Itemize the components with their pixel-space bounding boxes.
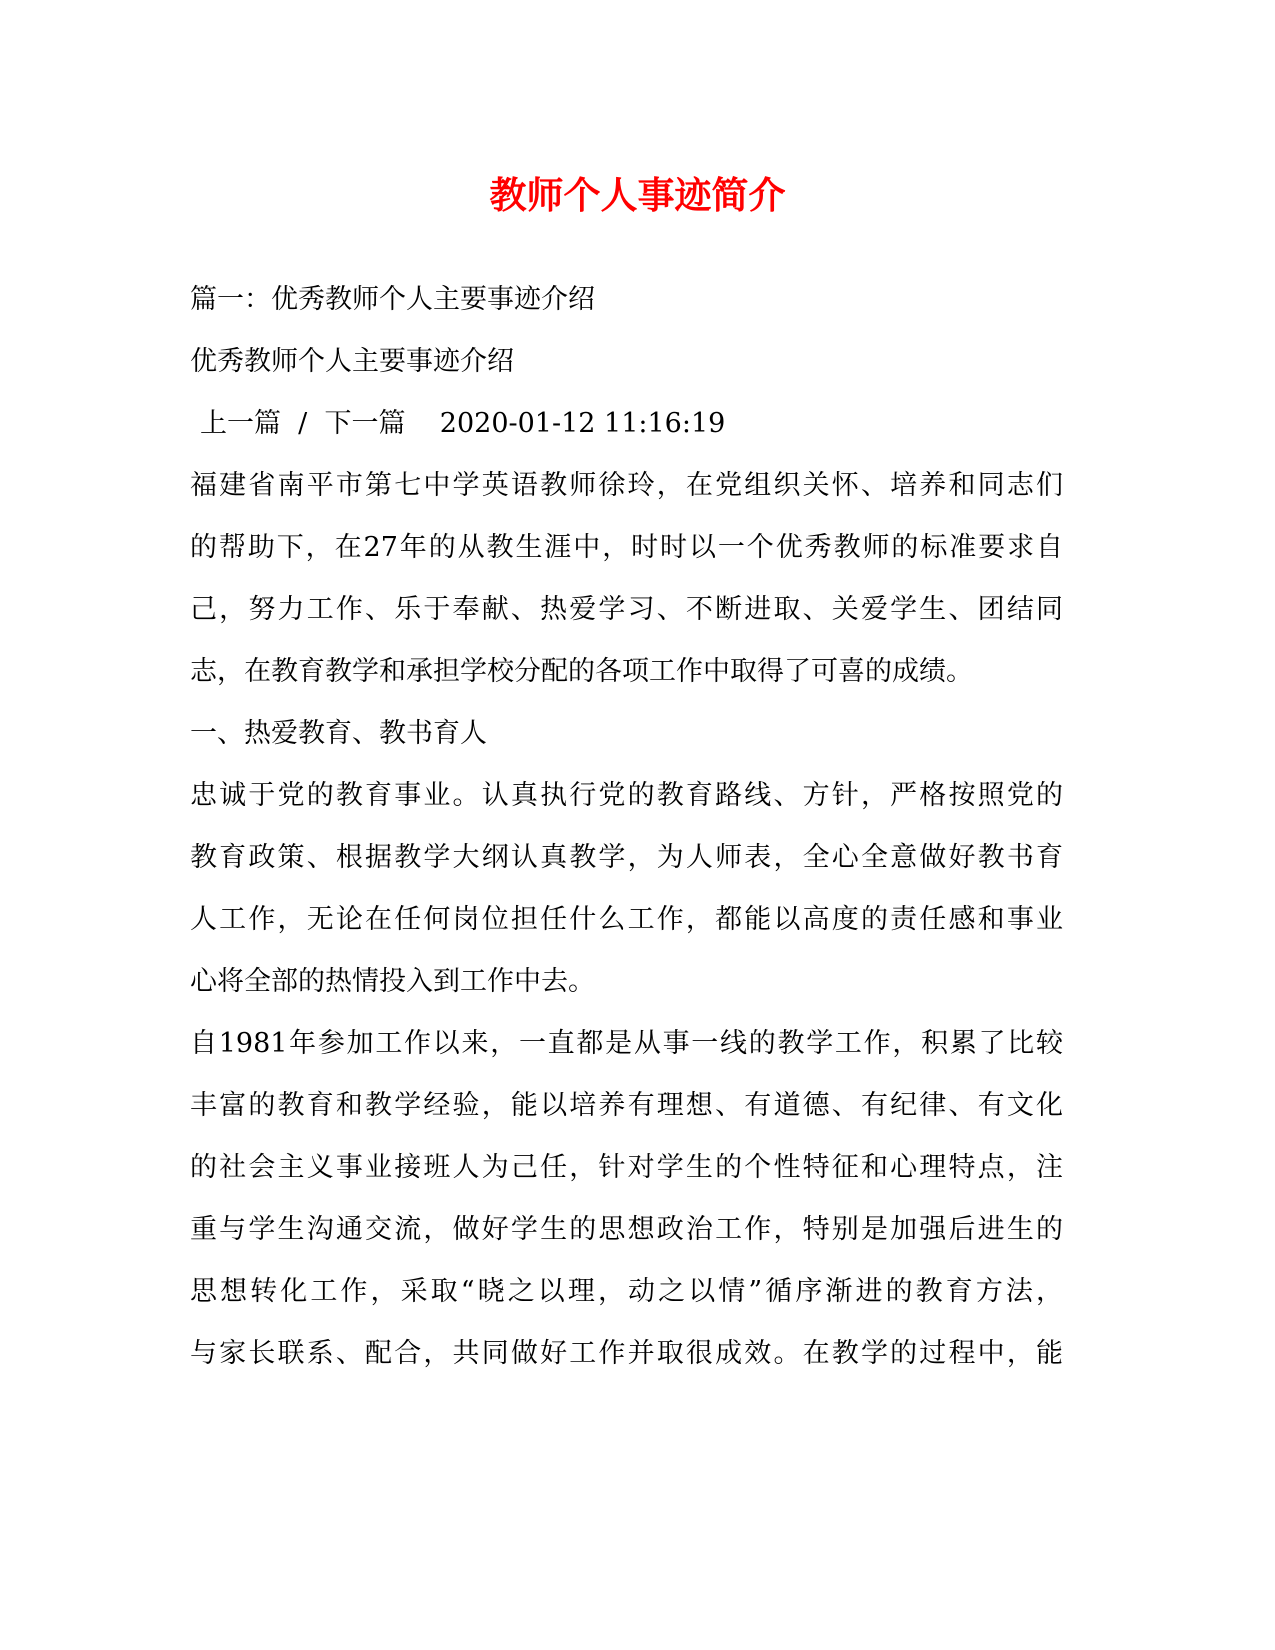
paragraph-line: 人工作，无论在任何岗位担任什么工作，都能以高度的责任感和事业 xyxy=(190,904,1063,935)
paragraph-line: 思想转化工作，采取“晓之以理，动之以情”循序渐进的教育方法， xyxy=(190,1276,1063,1307)
prev-article-link[interactable]: 上一篇 xyxy=(200,408,281,439)
paragraph-line: 的社会主义事业接班人为己任，针对学生的个性特征和心理特点，注 xyxy=(190,1152,1063,1183)
paragraph-line: 自1981年参加工作以来，一直都是从事一线的教学工作，积累了比较 xyxy=(190,1028,1063,1059)
paragraph-line: 己，努力工作、乐于奉献、热爱学习、不断进取、关爱学生、团结同 xyxy=(190,594,1063,625)
section-heading: 一、热爱教育、教书育人 xyxy=(190,718,487,749)
subtitle-article-one: 篇一：优秀教师个人主要事迹介绍 xyxy=(190,284,595,315)
next-article-link[interactable]: 下一篇 xyxy=(324,408,406,439)
paragraph-line: 忠诚于党的教育事业。认真执行党的教育路线、方针，严格按照党的 xyxy=(190,780,1063,811)
paragraph-line: 丰富的教育和教学经验，能以培养有理想、有道德、有纪律、有文化 xyxy=(190,1090,1063,1121)
article-nav-line xyxy=(200,406,725,442)
paragraph-line: 重与学生沟通交流，做好学生的思想政治工作，特别是加强后进生的 xyxy=(190,1214,1063,1245)
document-title: 教师个人事迹简介 xyxy=(489,173,786,217)
paragraph-line: 的帮助下，在27年的从教生涯中，时时以一个优秀教师的标准要求自 xyxy=(190,532,1063,563)
paragraph-line: 心将全部的热情投入到工作中去。 xyxy=(190,966,595,997)
paragraph-line: 福建省南平市第七中学英语教师徐玲，在党组织关怀、培养和同志们 xyxy=(190,470,1063,501)
paragraph-line: 教育政策、根据教学大纲认真教学，为人师表，全心全意做好教书育 xyxy=(190,842,1063,873)
paragraph-line: 志，在教育教学和承担学校分配的各项工作中取得了可喜的成绩。 xyxy=(190,656,973,687)
publish-datetime: 2020-01-12 11:16:19 xyxy=(439,408,726,439)
paragraph-line: 与家长联系、配合，共同做好工作并取很成效。在教学的过程中，能 xyxy=(190,1338,1063,1369)
subtitle-article-heading: 优秀教师个人主要事迹介绍 xyxy=(190,346,514,377)
nav-separator: / xyxy=(298,408,308,439)
